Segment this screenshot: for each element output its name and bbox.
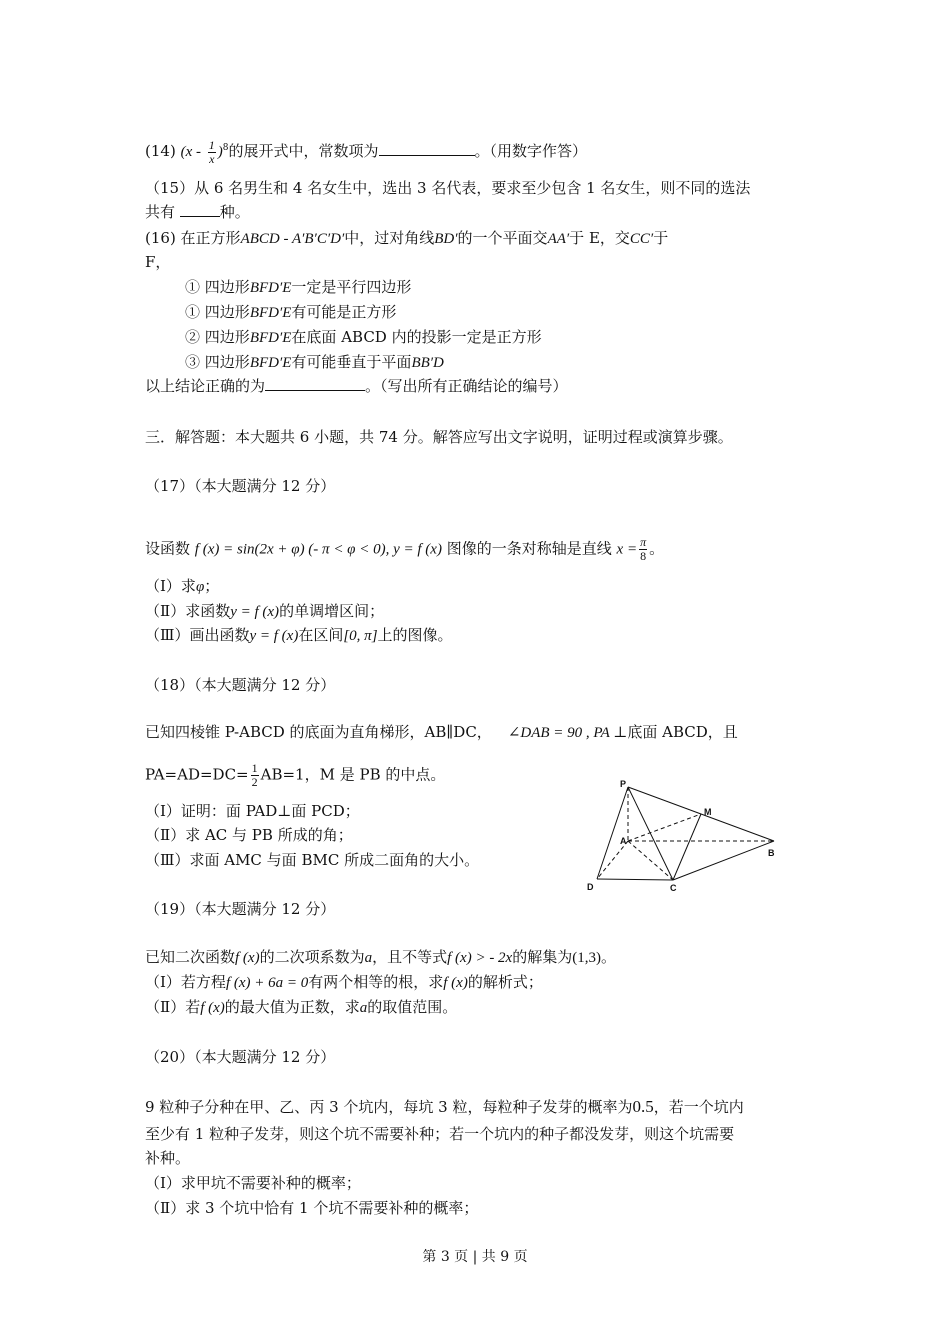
q18-fraction: $\frac{1}{2}$: [251, 761, 258, 789]
edge-PD: [597, 787, 628, 879]
q19-part-2: （Ⅱ）若f (x)的最大值为正数，求a的取值范围。: [145, 998, 458, 1016]
q20-stem-line2: 至少有 1 粒种子发芽，则这个坑不需要补种；若一个坑内的种子都没发芽，则这个坑需要: [145, 1125, 735, 1143]
edge-AM: [628, 814, 701, 841]
q16-line1: (16) 在正方形ABCD - A′B′C′D′中，过对角线BD′的一个平面交AA′于 E，交CC′于: [145, 229, 669, 247]
q17-part-1: （Ⅰ）求φ；: [145, 577, 220, 595]
q18-stem-line2: PA=AD=DC= $\frac{1}{2}$ AB=1，M 是 PB 的中点。: [145, 761, 446, 789]
q16-cube: ABCD - A′B′C′D′: [240, 231, 345, 247]
page-footer: 第 3 页 | 共 9 页: [422, 1249, 528, 1265]
q16-conclusion: 以上结论正确的为 。（写出所有正确结论的编号）: [145, 377, 568, 395]
q20-heading: （20）（本大题满分 12 分）: [145, 1048, 336, 1066]
q17-part-3: （Ⅲ）画出函数y = f (x)在区间[0, π]上的图像。: [145, 626, 453, 644]
q16-option-3: ② 四边形BFD′E在底面 ABCD 内的投影一定是正方形: [185, 328, 542, 346]
q17-heading: （17）（本大题满分 12 分）: [145, 477, 336, 495]
q19-part-1: （Ⅰ）若方程f (x) + 6a = 0有两个相等的根，求f (x)的解析式；: [145, 973, 543, 991]
q18-part-1: （Ⅰ）证明：面 PAD⊥面 PCD；: [145, 802, 360, 820]
q14-exponent: 8: [222, 143, 229, 153]
q14-fraction: $\frac{1}{x}$: [208, 137, 215, 166]
edge-AD: [597, 841, 628, 879]
label-M: M: [704, 807, 712, 817]
section-3-heading: 三．解答题：本大题共 6 小题，共 74 分。解答应写出文字说明，证明过程或演算步骤。: [145, 428, 733, 446]
q17-part-2: （Ⅱ）求函数y = f (x)的单调增区间；: [145, 602, 385, 620]
q17-fraction: $\frac{\pi}{8}$: [640, 535, 647, 563]
q19-heading: （19）（本大题满分 12 分）: [145, 900, 336, 918]
label-B: B: [768, 848, 775, 858]
pyramid-figure: [580, 775, 790, 895]
q16-answer-blank[interactable]: [265, 376, 365, 391]
label-A: A: [620, 836, 627, 846]
q15-answer-blank[interactable]: [180, 202, 220, 217]
q16-option-4: ③ 四边形BFD′E有可能垂直于平面BB′D: [185, 353, 444, 371]
q14-number: (14): [145, 142, 176, 160]
q18-heading: （18）（本大题满分 12 分）: [145, 676, 336, 694]
q16-line2: F，: [145, 253, 171, 271]
q18-part-2: （Ⅱ）求 AC 与 PB 所成的角；: [145, 826, 353, 844]
edge-MC: [673, 814, 701, 880]
q16-option-1: ① 四边形BFD′E一定是平行四边形: [185, 278, 412, 296]
q20-part-1: （Ⅰ）求甲坑不需要补种的概率；: [145, 1174, 361, 1192]
q20-part-2: （Ⅱ）求 3 个坑中恰有 1 个坑不需要补种的概率；: [145, 1199, 479, 1217]
q14-answer-blank[interactable]: [379, 141, 475, 156]
q14-text: 的展开式中，常数项为: [228, 142, 379, 160]
label-P: P: [620, 779, 627, 789]
q18-part-3: （Ⅲ）求面 AMC 与面 BMC 所成二面角的大小。: [145, 851, 480, 869]
q18-stem-line1: 已知四棱锥 P-ABCD 的底面为直角梯形，AB∥DC， ∠DAB = 90 , PA ⊥底面 ABCD，且: [145, 723, 738, 741]
q15-line1: （15）从 6 名男生和 4 名女生中，选出 3 名代表，要求至少包含 1 名女生，则不同的选法: [145, 179, 751, 197]
label-C: C: [670, 883, 677, 893]
q17-stem: 设函数 f (x) = sin(2x + φ) (- π < φ < 0), y = f (x) 图像的一条对称轴是直线 x = $\frac{\pi}{8}$ 。: [145, 535, 665, 563]
q14-expr-open: (x -: [180, 144, 201, 160]
edge-AC: [628, 841, 673, 880]
q15-line2: 共有 种。: [145, 203, 250, 221]
q20-stem-line1: 9 粒种子分种在甲、乙、丙 3 个坑内，每坑 3 粒，每粒种子发芽的概率为0.5，若一个坑内: [145, 1097, 744, 1116]
edge-CB: [673, 841, 774, 880]
label-D: D: [587, 882, 594, 892]
q20-stem-line3: 补种。: [145, 1149, 191, 1167]
edge-DC: [597, 879, 673, 880]
q14-line: (14) (x - $\frac{1}{x}$ )$^8$的展开式中，常数项为 。（用数字作答）: [145, 137, 588, 166]
q16-option-2: ① 四边形BFD′E有可能是正方形: [185, 303, 397, 321]
q19-stem: 已知二次函数f (x)的二次项系数为a，且不等式f (x) > - 2x的解集为(1,3)。: [145, 948, 616, 966]
